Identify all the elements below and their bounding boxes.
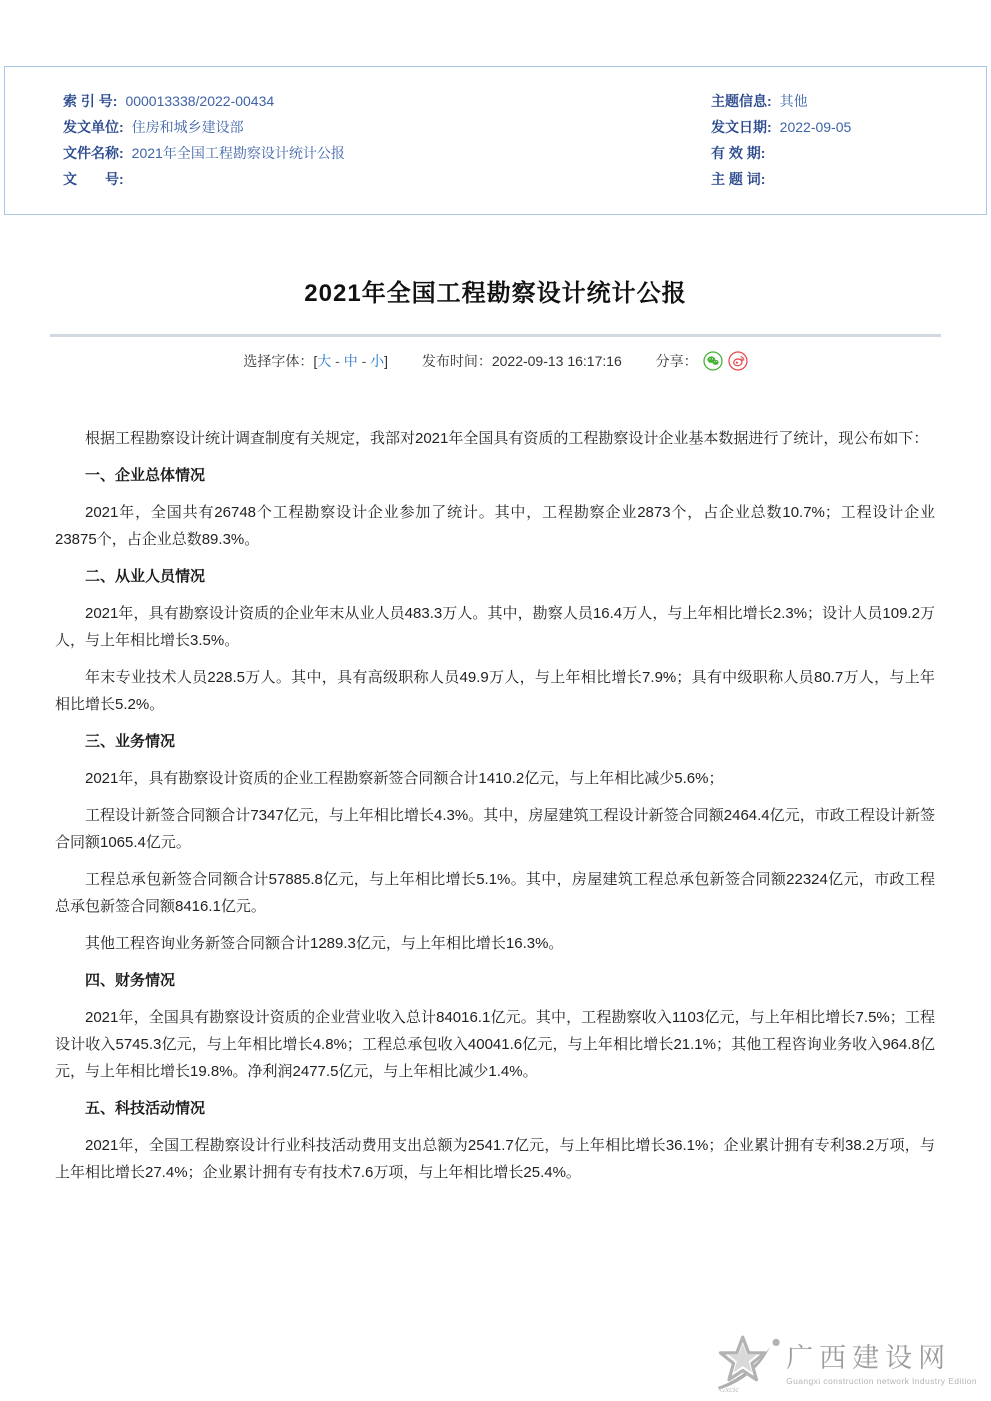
topic-info-value: 其他 <box>779 93 808 109</box>
paragraph-enterprise-overview: 2021年，全国共有26748个工程勘察设计企业参加了统计。其中，工程勘察企业2873个，占企业总数10.7%；工程设计企业23875个，占企业总数89.3%。 <box>55 504 935 549</box>
wechat-share-icon[interactable] <box>703 351 723 371</box>
issue-date-label: 发文日期: <box>711 119 772 135</box>
font-size-separator-2: - <box>357 353 371 370</box>
file-name-value: 2021年全国工程勘察设计统计公报 <box>131 145 345 161</box>
paragraph-intro: 根据工程勘察设计统计调查制度有关规定，我部对2021年全国具有资质的工程勘察设计企业基本数据进行了统计，现公布如下： <box>85 430 929 448</box>
site-name: 广西建设网 <box>786 1343 952 1373</box>
doc-info-row-index-number <box>63 88 711 114</box>
font-size-selector <box>243 349 388 373</box>
article-body <box>55 425 935 1186</box>
paragraph-business-2: 工程设计新签合同额合计7347亿元，与上年相比增长4.3%。其中，房屋建筑工程设计新签合同额2464.4亿元，市政工程设计新签合同额1065.4亿元。 <box>55 807 935 852</box>
doc-info-row-keywords <box>711 166 986 192</box>
font-size-bracket-open: [ <box>313 353 318 370</box>
doc-info-row-validity <box>711 140 986 166</box>
share-label: 分享： <box>655 353 698 370</box>
paragraph-science-tech: 2021年，全国工程勘察设计行业科技活动费用支出总额为2541.7亿元，与上年相比增长36.1%；企业累计拥有专利38.2万项，与上年相比增长27.4%；企业累计拥有专有技术7.6万项，与上年相比增长25.4%。 <box>55 1137 935 1182</box>
doc-info-row-issue-date <box>711 114 986 140</box>
doc-info-row-issuing-unit <box>63 114 711 140</box>
section-heading-4: 四、财务情况 <box>85 972 176 990</box>
doc-info-row-doc-number <box>63 166 711 192</box>
site-watermark <box>710 1333 977 1395</box>
doc-info-box <box>4 66 987 215</box>
doc-info-right-column <box>711 88 986 214</box>
keywords-label: 主 题 词: <box>711 171 766 187</box>
article-meta-bar <box>0 348 991 373</box>
font-size-bracket-close: ] <box>384 353 389 370</box>
paragraph-employees-2: 年末专业技术人员228.5万人。其中，具有高级职称人员49.9万人，与上年相比增长7.9%；具有中级职称人员80.7万人，与上年相比增长5.2%。 <box>55 669 935 714</box>
site-caption: Guangxi construction network Industry Edition <box>786 1376 977 1386</box>
page-title: 2021年全国工程勘察设计统计公报 <box>304 280 687 307</box>
section-heading-2: 二、从业人员情况 <box>85 568 206 586</box>
topic-info-label: 主题信息: <box>711 93 772 109</box>
paragraph-business-3: 工程总承包新签合同额合计57885.8亿元，与上年相比增长5.1%。其中，房屋建筑工程总承包新签合同额22324亿元，市政工程总承包新签合同额8416.1亿元。 <box>55 871 935 916</box>
star-logo-icon <box>710 1333 782 1395</box>
publish-time-value: 2022-09-13 16:17:16 <box>491 353 622 370</box>
paragraph-business-1: 2021年，具有勘察设计资质的企业工程勘察新签合同额合计1410.2亿元，与上年相比减少5.6%； <box>85 770 724 788</box>
index-number-value: 000013338/2022-00434 <box>125 93 275 109</box>
share-group <box>656 349 748 373</box>
doc-info-row-file-name <box>63 140 711 166</box>
issue-date-value: 2022-09-05 <box>779 119 852 135</box>
publish-time-group <box>422 349 622 373</box>
weibo-share-icon[interactable] <box>728 351 748 371</box>
doc-info-left-column <box>63 88 711 214</box>
file-name-label: 文件名称: <box>63 145 124 161</box>
paragraph-business-4: 其他工程咨询业务新签合同额合计1289.3亿元，与上年相比增长16.3%。 <box>85 935 564 953</box>
logo-script-text: Gxcic <box>719 1384 740 1395</box>
section-heading-3: 三、业务情况 <box>85 733 176 751</box>
font-size-label: 选择字体： <box>243 353 314 370</box>
section-heading-1: 一、企业总体情况 <box>85 467 206 485</box>
watermark-text-block <box>786 1333 977 1386</box>
index-number-label: 索 引 号: <box>63 93 118 109</box>
font-size-small-link[interactable]: 小 <box>370 353 385 370</box>
section-heading-5: 五、科技活动情况 <box>85 1100 206 1118</box>
doc-number-label: 文 号: <box>63 171 124 187</box>
font-size-medium-link[interactable]: 中 <box>343 353 358 370</box>
issuing-unit-label: 发文单位: <box>63 119 124 135</box>
publish-time-label: 发布时间： <box>421 353 492 370</box>
paragraph-finance: 2021年，全国具有勘察设计资质的企业营业收入总计84016.1亿元。其中，工程勘察收入1103亿元，与上年相比增长7.5%；工程设计收入5745.3亿元，与上年相比增长4.8%；工程总承包收入40041.6亿元，与上年相比增长21.1%；其他工程咨询业务收入964.8亿元，与上年相比增长19.8%。净利润2477.5亿元，与上年相比减少1.4%。 <box>55 1009 935 1081</box>
paragraph-employees-1: 2021年，具有勘察设计资质的企业年末从业人员483.3万人。其中，勘察人员16.4万人，与上年相比增长2.3%；设计人员109.2万人，与上年相比增长3.5%。 <box>55 605 935 650</box>
font-size-large-link[interactable]: 大 <box>317 353 332 370</box>
doc-info-row-topic-info <box>711 88 986 114</box>
title-divider <box>50 334 941 337</box>
font-size-separator-1: - <box>331 353 344 370</box>
validity-label: 有 效 期: <box>711 145 766 161</box>
issuing-unit-value: 住房和城乡建设部 <box>131 119 244 135</box>
